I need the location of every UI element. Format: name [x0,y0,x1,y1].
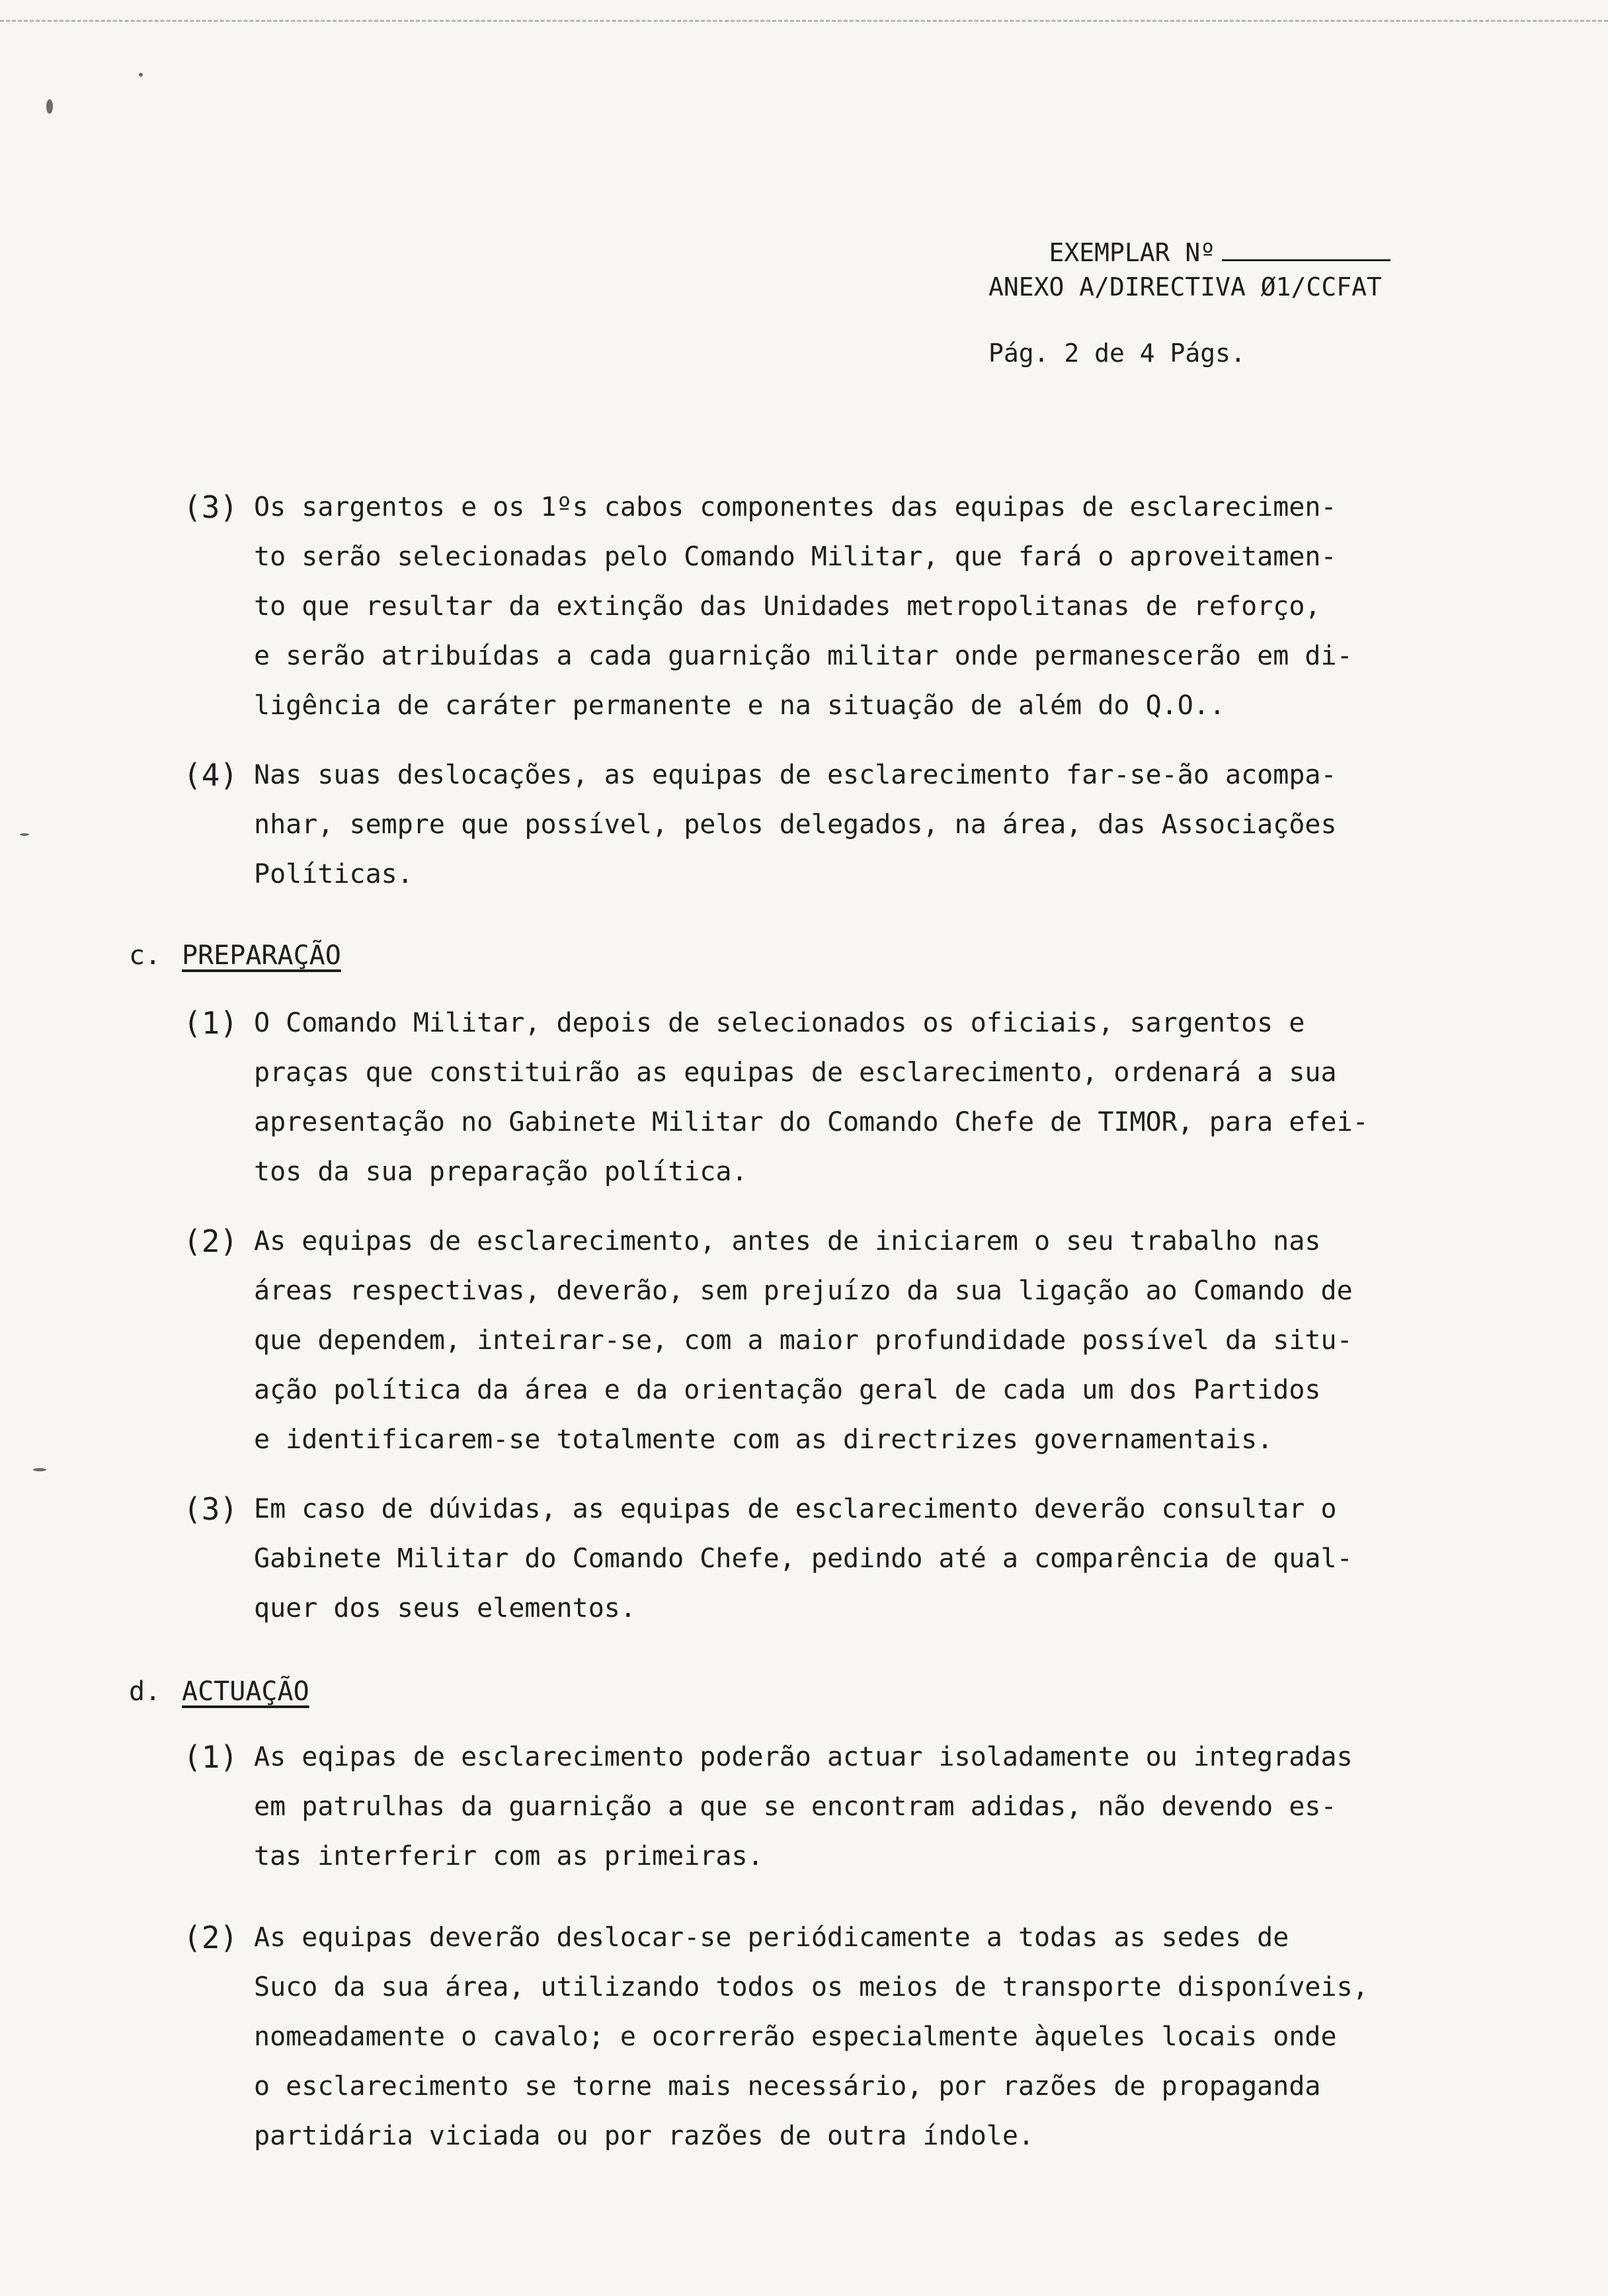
text-line: Em caso de dúvidas, as equipas de esclarecimento deverão consultar o [254,1494,1337,1524]
section-letter: d. [129,1676,161,1707]
exemplar-label: EXEMPLAR Nº [1049,238,1216,267]
text-line: e serão atribuídas a cada guarnição militar onde permanescerão em di- [254,641,1353,671]
text-line: áreas respectivas, deverão, sem prejuízo da sua ligação ao Comando de [254,1276,1353,1306]
item-number: (1) [183,1005,239,1041]
section-d-heading [129,1676,309,1707]
item-number: (3) [183,489,239,525]
text-line: apresentação no Gabinete Militar do Comando Chefe de TIMOR, para efei- [254,1107,1369,1137]
page-number: Pág. 2 de 4 Págs. [988,339,1246,368]
text-line: As equipas de esclarecimento, antes de iniciarem o seu trabalho nas [254,1226,1321,1256]
text-line: to que resultar da extinção das Unidades metropolitanas de reforço, [254,591,1321,622]
text-line: O Comando Militar, depois de selecionados os oficiais, sargentos e [254,1008,1305,1038]
text-line: partidária viciada ou por razões de outra índole. [254,2121,1035,2151]
item-number: (1) [183,1739,239,1775]
text-line: quer dos seus elementos. [254,1593,636,1623]
text-line: Políticas. [254,859,413,889]
section-title: ACTUAÇÃO [182,1676,309,1707]
text-line: tos da sua preparação política. [254,1157,748,1187]
text-line: ligência de caráter permanente e na situação de além do Q.O.. [254,690,1226,721]
text-line: nhar, sempre que possível, pelos delegados, na área, das Associações [254,809,1337,840]
text-line: Os sargentos e os 1ºs cabos componentes das equipas de esclarecimen- [254,492,1337,522]
text-line: to serão selecionadas pelo Comando Militar, que fará o aproveitamen- [254,542,1337,572]
item-number: (4) [183,757,239,793]
text-line: praças que constituirão as equipas de esclarecimento, ordenará a sua [254,1057,1337,1088]
text-line: As eqipas de esclarecimento poderão actuar isoladamente ou integradas [254,1742,1353,1772]
section-title: PREPARAÇÃO [182,940,341,971]
text-line: As equipas deverão deslocar-se periódicamente a todas as sedes de [254,1922,1289,1953]
top-dashed-rule [0,20,1608,22]
section-letter: c. [129,940,161,971]
text-line: ação política da área e da orientação geral de cada um dos Partidos [254,1375,1321,1405]
text-line: o esclarecimento se torne mais necessário, por razões de propaganda [254,2071,1321,2102]
text-line: em patrulhas da guarnição a que se encontram adidas, não devendo es- [254,1791,1337,1822]
item-number: (2) [183,1223,239,1259]
text-line: e identificarem-se totalmente com as directrizes governamentais. [254,1424,1273,1455]
text-line: Gabinete Militar do Comando Chefe, pedindo até a comparência de qual- [254,1543,1353,1574]
text-line: que dependem, inteirar-se, com a maior profundidade possível da situ- [254,1325,1353,1356]
scan-speck [139,73,143,77]
scan-speck [46,99,53,114]
section-c-heading [129,940,341,971]
text-line: Suco da sua área, utilizando todos os meios de transporte disponíveis, [254,1972,1369,2002]
exemplar-blank [1222,239,1390,261]
annex-line: ANEXO A/DIRECTIVA Ø1/CCFAT [988,272,1382,302]
text-line: Nas suas deslocações, as equipas de esclarecimento far-se-ão acompa- [254,760,1337,790]
scan-speck [20,833,29,836]
text-line: nomeadamente o cavalo; e ocorrerão especialmente àqueles locais onde [254,2022,1337,2052]
item-number: (2) [183,1920,239,1955]
item-number: (3) [183,1491,239,1527]
text-line: tas interferir com as primeiras. [254,1841,764,1871]
scan-speck [33,1468,46,1471]
